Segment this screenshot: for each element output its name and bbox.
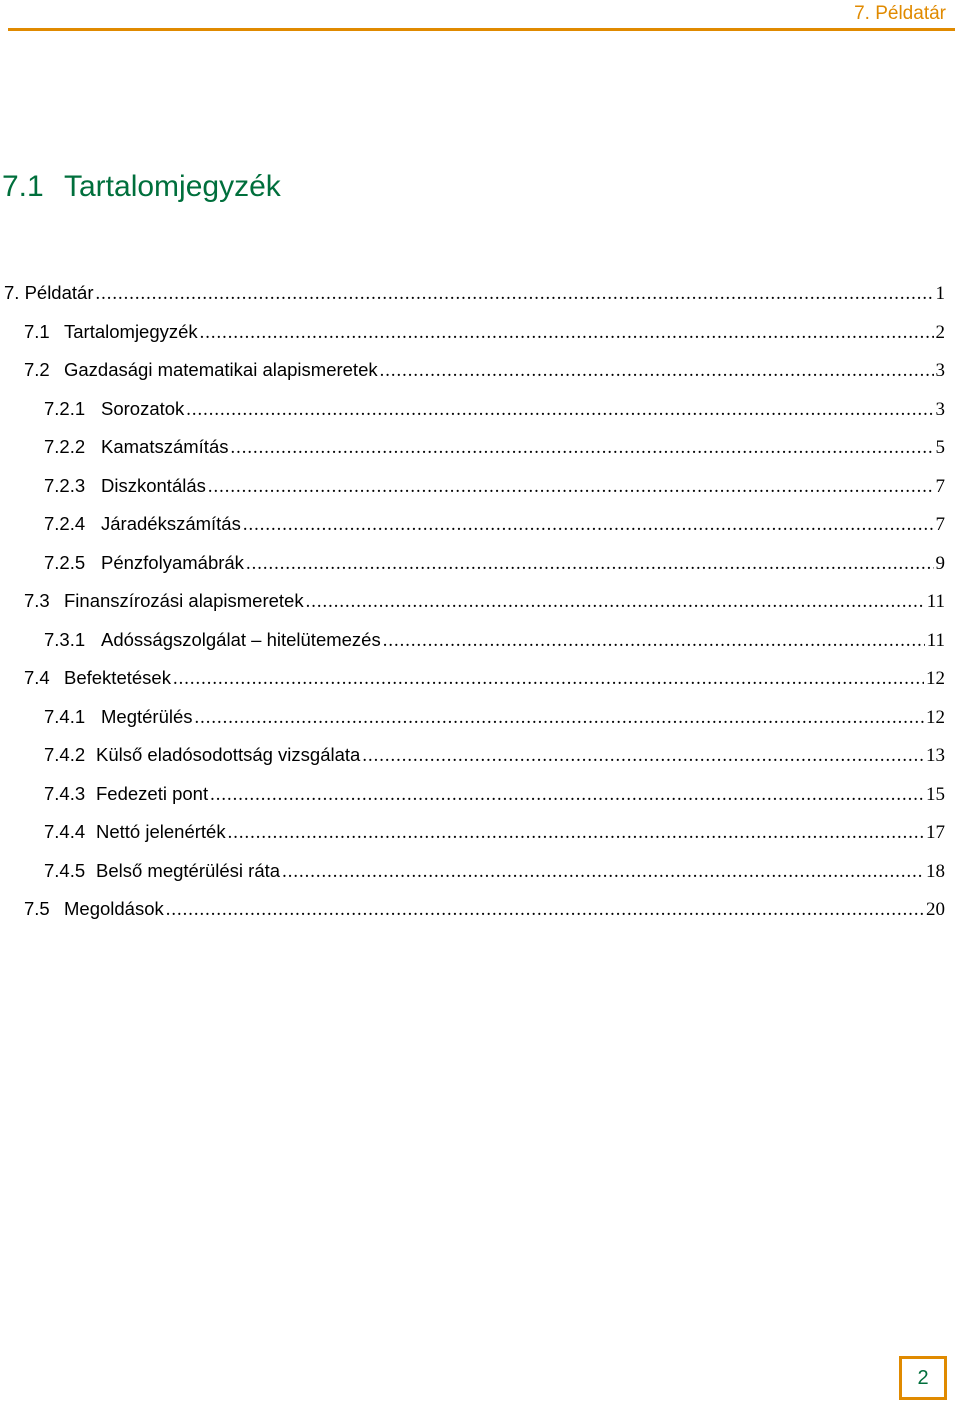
toc-entry-label: Kamatszámítás	[101, 436, 229, 457]
toc-entry-number: 7.4.3	[44, 782, 86, 804]
toc-entry-number: 7.4	[24, 667, 50, 688]
toc-entry-number: 7.4.5	[44, 859, 86, 881]
toc-dot-leader	[362, 746, 924, 767]
toc-dot-leader	[173, 669, 924, 690]
toc-dot-leader	[282, 862, 924, 883]
toc-dot-leader	[380, 361, 934, 382]
toc-entry-page: 13	[926, 745, 945, 766]
toc-dot-leader	[186, 400, 933, 421]
toc-entry-label: Megtérülés	[101, 705, 193, 727]
section-number: 7.1	[2, 170, 44, 203]
toc-entry-number: 7.1	[24, 320, 50, 342]
toc-entry-label: Gazdasági matematikai alapismeretek	[64, 359, 378, 380]
toc-entry[interactable]	[0, 321, 945, 360]
toc-entry-page: 7	[935, 514, 945, 535]
toc-entry-page: 5	[935, 437, 945, 458]
toc-entry[interactable]	[0, 552, 945, 591]
toc-entry-label: Befektetések	[64, 667, 171, 688]
toc-entry-page: 20	[926, 899, 945, 920]
toc-entry-label: Fedezeti pont	[96, 782, 209, 804]
toc-entry[interactable]	[0, 860, 945, 899]
toc-entry-page: 1	[935, 283, 945, 304]
toc-entry[interactable]	[0, 706, 945, 745]
toc-entry[interactable]	[0, 744, 945, 783]
toc-entry-label: Finanszírozási alapismeretek	[64, 590, 304, 611]
toc-entry-number: 7.4.4	[44, 821, 86, 842]
toc-entry-number: 7.4.2	[44, 744, 86, 765]
toc-entry-page: 12	[926, 668, 945, 689]
toc-entry-label: Járadékszámítás	[101, 513, 241, 534]
toc-dot-leader	[306, 592, 925, 613]
toc-entry-number: 7.2.4	[44, 513, 86, 534]
toc-entry[interactable]	[0, 667, 945, 706]
running-header: 7. Példatár	[854, 3, 946, 24]
toc-entry[interactable]	[0, 898, 945, 937]
toc-entry-page: 2	[935, 321, 945, 343]
toc-dot-leader	[166, 900, 924, 921]
toc-entry-label: 7. Példatár	[4, 282, 94, 303]
toc-dot-leader	[243, 515, 934, 536]
toc-entry[interactable]	[0, 513, 945, 552]
toc-dot-leader	[200, 323, 934, 344]
toc-dot-leader	[383, 631, 925, 652]
table-of-contents	[0, 282, 945, 937]
toc-entry[interactable]	[0, 590, 945, 629]
toc-dot-leader	[231, 438, 934, 459]
toc-entry-label: Külső eladósodottság vizsgálata	[96, 744, 361, 765]
toc-entry-number: 7.4.1	[44, 705, 86, 727]
section-title-text: Tartalomjegyzék	[64, 170, 281, 203]
toc-entry-number: 7.2.5	[44, 551, 86, 573]
toc-entry[interactable]	[0, 398, 945, 437]
toc-entry-page: 3	[935, 360, 945, 381]
toc-entry-page: 7	[935, 475, 945, 497]
toc-entry-number: 7.2	[24, 359, 50, 380]
toc-entry[interactable]	[0, 436, 945, 475]
toc-entry-number: 7.5	[24, 898, 50, 919]
toc-dot-leader	[246, 554, 934, 575]
toc-entry[interactable]	[0, 359, 945, 398]
toc-entry-number: 7.3.1	[44, 628, 86, 650]
toc-entry-label: Tartalomjegyzék	[64, 320, 198, 342]
toc-entry-page: 3	[935, 398, 945, 420]
toc-dot-leader	[228, 823, 924, 844]
header-rule	[8, 28, 955, 31]
toc-entry-page: 9	[935, 552, 945, 574]
toc-entry-label: Nettó jelenérték	[96, 821, 226, 842]
toc-entry-number: 7.2.1	[44, 397, 86, 419]
toc-entry[interactable]	[0, 475, 945, 514]
toc-entry[interactable]	[0, 629, 945, 668]
toc-entry-page: 11	[926, 629, 945, 651]
toc-dot-leader	[210, 785, 924, 806]
toc-entry-page: 15	[926, 783, 945, 805]
toc-entry-page: 12	[926, 706, 945, 728]
toc-entry-label: Sorozatok	[101, 397, 185, 419]
toc-entry[interactable]	[0, 783, 945, 822]
toc-entry-number: 7.2.2	[44, 436, 86, 457]
toc-entry-label: Adósságszolgálat – hitelütemezés	[101, 628, 381, 650]
toc-entry-label: Diszkontálás	[101, 474, 206, 496]
toc-entry-label: Pénzfolyamábrák	[101, 551, 244, 573]
toc-dot-leader	[95, 284, 933, 305]
toc-entry-page: 17	[926, 822, 945, 843]
toc-dot-leader	[195, 708, 924, 729]
toc-entry-label: Belső megtérülési ráta	[96, 859, 281, 881]
toc-entry-page: 11	[926, 591, 945, 612]
toc-entry-page: 18	[926, 860, 945, 882]
toc-entry-number: 7.2.3	[44, 474, 86, 496]
toc-entry-label: Megoldások	[64, 898, 164, 919]
section-title	[2, 170, 281, 204]
toc-entry[interactable]	[0, 821, 945, 860]
toc-entry-number: 7.3	[24, 590, 50, 611]
page-number: 2	[899, 1356, 947, 1400]
toc-entry[interactable]	[0, 282, 945, 321]
toc-dot-leader	[208, 477, 934, 498]
